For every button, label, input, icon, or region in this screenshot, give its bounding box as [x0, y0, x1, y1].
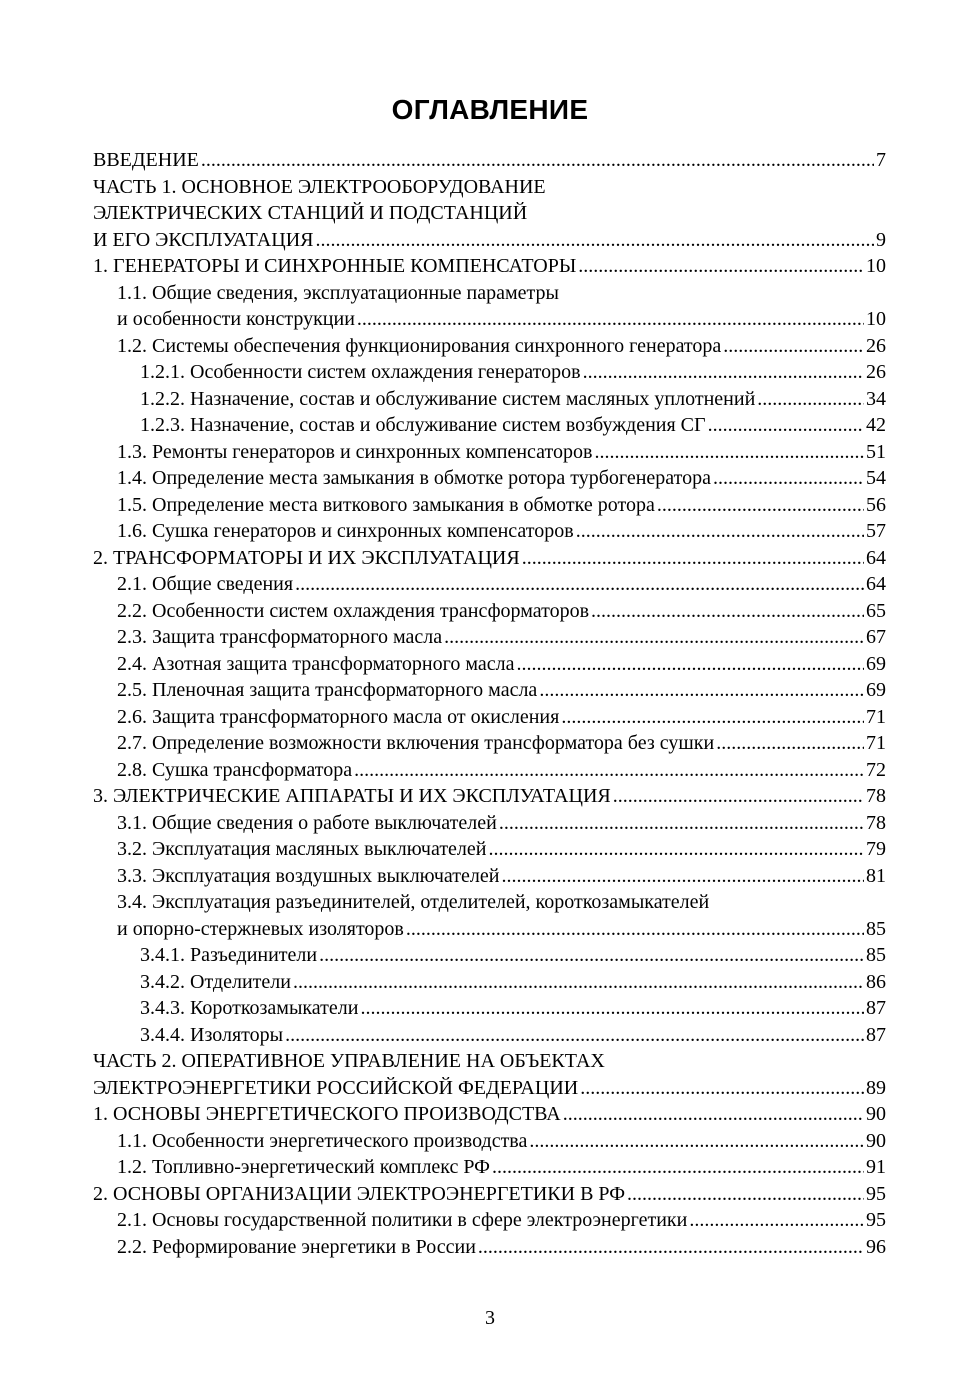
toc-entry-title: 2.7. Определение возможности включения трансформатора без сушки: [117, 732, 715, 754]
toc-entry-title: ЭЛЕКТРИЧЕСКИХ СТАНЦИЙ И ПОДСТАНЦИЙ: [93, 202, 528, 224]
toc-entry-page: 91: [866, 1156, 886, 1178]
toc-entry-page: 96: [866, 1235, 886, 1258]
toc-entry[interactable]: [93, 518, 886, 545]
dot-leader: [293, 969, 864, 996]
toc-entry-title: 1.2.3. Назначение, состав и обслуживание систем возбуждения СГ: [140, 414, 706, 436]
toc-line: [93, 280, 886, 307]
toc-line: [93, 810, 886, 837]
toc-entry[interactable]: [93, 1154, 886, 1181]
dot-leader: [516, 651, 864, 678]
dot-leader: [563, 1101, 864, 1128]
toc-line: [93, 306, 886, 333]
dot-leader: [444, 624, 864, 651]
dot-leader: [501, 863, 864, 890]
dot-leader: [201, 147, 874, 174]
toc-entry[interactable]: [93, 836, 886, 863]
dot-leader: [492, 1154, 864, 1181]
dot-leader: [594, 439, 864, 466]
toc-line: [93, 598, 886, 625]
toc-line: [93, 174, 886, 201]
toc-entry-title: 2.6. Защита трансформаторного масла от окисления: [117, 705, 560, 728]
toc-line: [93, 704, 886, 731]
toc-entry-page: 71: [866, 732, 886, 754]
toc-entry-title: 3.4. Эксплуатация разъединителей, отделителей, короткозамыкателей: [117, 891, 710, 913]
toc-entry-title: ЭЛЕКТРОЭНЕРГЕТИКИ РОССИЙСКОЙ ФЕДЕРАЦИИ: [93, 1076, 579, 1099]
toc-entry-page: 26: [866, 361, 886, 383]
toc-entry-title: и особенности конструкции: [117, 308, 355, 330]
toc-entry[interactable]: [93, 412, 886, 439]
toc-entry-title: ВВЕДЕНИЕ: [93, 149, 199, 171]
toc-entry[interactable]: [93, 1207, 886, 1234]
toc-line: [93, 969, 886, 996]
toc-entry[interactable]: [93, 147, 886, 174]
dot-leader: [360, 995, 864, 1022]
toc-entry-page: 7: [876, 149, 886, 171]
toc-entry-title: 3.4.3. Короткозамыкатели: [140, 997, 359, 1019]
toc-entry-title: ЧАСТЬ 2. ОПЕРАТИВНОЕ УПРАВЛЕНИЕ НА ОБЪЕКТАХ: [93, 1050, 605, 1072]
toc-entry-page: 9: [876, 228, 886, 251]
toc-entry[interactable]: [93, 810, 886, 837]
toc-entry-title: 1.1. Общие сведения, эксплуатационные параметры: [117, 281, 559, 304]
toc-entry[interactable]: [93, 942, 886, 969]
dot-leader: [499, 810, 864, 837]
toc-entry-title: 1.1. Особенности энергетического производства: [117, 1129, 528, 1152]
toc-entry-page: 90: [866, 1103, 886, 1125]
toc-line: [93, 1075, 886, 1102]
toc-entry-page: 64: [866, 573, 886, 595]
toc-entry-title: 1.6. Сушка генераторов и синхронных компенсаторов: [117, 520, 574, 542]
toc-line: [93, 677, 886, 704]
toc-entry-title: 3.4.1. Разъединители: [140, 944, 318, 966]
toc-entry[interactable]: [93, 757, 886, 784]
toc-line: [93, 1101, 886, 1128]
dot-leader: [529, 1128, 864, 1155]
page-number: 3: [485, 1307, 495, 1329]
toc-entry-page: 67: [866, 626, 886, 648]
toc-line: [93, 333, 886, 360]
toc-entry-title: 3. ЭЛЕКТРИЧЕСКИЕ АППАРАТЫ И ИХ ЭКСПЛУАТАЦИЯ: [93, 785, 611, 807]
toc-line: [93, 942, 886, 969]
toc-entry[interactable]: [93, 783, 886, 810]
dot-leader: [627, 1181, 864, 1208]
dot-leader: [716, 730, 864, 757]
toc-line: [93, 545, 886, 572]
toc-entry-page: 81: [866, 864, 886, 887]
toc-entry[interactable]: [93, 598, 886, 625]
toc-entry-title: и опорно-стержневых изоляторов: [117, 917, 404, 940]
dot-leader: [689, 1207, 864, 1234]
dot-leader: [713, 465, 864, 492]
dot-leader: [580, 1075, 864, 1102]
dot-leader: [539, 677, 864, 704]
toc-line: [93, 916, 886, 943]
toc-entry-title: 2.4. Азотная защита трансформаторного масла: [117, 652, 515, 675]
toc-entry[interactable]: [93, 174, 886, 254]
toc-entry-title: 1.4. Определение места замыкания в обмотке ротора турбогенератора: [117, 467, 711, 489]
toc-entry[interactable]: [93, 995, 886, 1022]
toc-entry-title: ЧАСТЬ 1. ОСНОВНОЕ ЭЛЕКТРООБОРУДОВАНИЕ: [93, 175, 546, 198]
toc-entry-page: 87: [866, 1023, 886, 1046]
toc-entry[interactable]: [93, 386, 886, 413]
toc-entry-page: 34: [866, 387, 886, 410]
toc-line: [93, 1128, 886, 1155]
toc-entry-page: 71: [866, 705, 886, 728]
toc-entry[interactable]: [93, 863, 886, 890]
dot-leader: [285, 1022, 864, 1049]
table-of-contents: [93, 147, 886, 1260]
dot-leader: [406, 916, 864, 943]
toc-entry[interactable]: [93, 889, 886, 942]
toc-entry-title: 1.3. Ремонты генераторов и синхронных компенсаторов: [117, 440, 593, 463]
dot-leader: [478, 1234, 864, 1261]
toc-entry[interactable]: [93, 730, 886, 757]
toc-line: [93, 863, 886, 890]
toc-entry[interactable]: [93, 1022, 886, 1049]
toc-entry-title: 1.2. Топливно-энергетический комплекс РФ: [117, 1156, 490, 1178]
toc-entry-title: 2.3. Защита трансформаторного масла: [117, 626, 443, 648]
toc-line: [93, 730, 886, 757]
toc-line: [93, 200, 886, 227]
toc-entry-title: 2.2. Реформирование энергетики в России: [117, 1235, 476, 1258]
toc-entry-title: 2. ТРАНСФОРМАТОРЫ И ИХ ЭКСПЛУАТАЦИЯ: [93, 546, 520, 569]
dot-leader: [576, 518, 864, 545]
toc-entry[interactable]: [93, 969, 886, 996]
toc-entry-page: 64: [866, 546, 886, 569]
toc-entry[interactable]: [93, 280, 886, 333]
toc-entry-title: 1. ГЕНЕРАТОРЫ И СИНХРОННЫЕ КОМПЕНСАТОРЫ: [93, 255, 577, 277]
toc-entry-page: 57: [866, 520, 886, 542]
toc-entry-title: 2. ОСНОВЫ ОРГАНИЗАЦИИ ЭЛЕКТРОЭНЕРГЕТИКИ В РФ: [93, 1182, 625, 1205]
toc-entry[interactable]: [93, 651, 886, 678]
toc-entry[interactable]: [93, 333, 886, 360]
toc-line: [93, 624, 886, 651]
toc-entry[interactable]: [93, 492, 886, 519]
toc-entry-title: 1. ОСНОВЫ ЭНЕРГЕТИЧЕСКОГО ПРОИЗВОДСТВА: [93, 1103, 561, 1125]
dot-leader: [591, 598, 864, 625]
toc-entry-page: 26: [866, 334, 886, 357]
toc-entry-title: И ЕГО ЭКСПЛУАТАЦИЯ: [93, 228, 314, 251]
dot-leader: [295, 571, 864, 598]
toc-entry-page: 54: [866, 467, 886, 489]
dot-leader: [319, 942, 864, 969]
toc-line: [93, 995, 886, 1022]
toc-line: [93, 757, 886, 784]
dot-leader: [315, 227, 874, 254]
toc-entry[interactable]: [93, 1101, 886, 1128]
toc-entry[interactable]: [93, 704, 886, 731]
dot-leader: [578, 253, 864, 280]
toc-entry[interactable]: [93, 624, 886, 651]
toc-entry-page: 10: [866, 308, 886, 330]
toc-entry[interactable]: [93, 1234, 886, 1261]
toc-line: [93, 492, 886, 519]
toc-entry-page: 69: [866, 652, 886, 675]
toc-line: [93, 227, 886, 254]
toc-entry-page: 85: [866, 917, 886, 940]
toc-line: [93, 783, 886, 810]
toc-entry[interactable]: [93, 571, 886, 598]
dot-leader: [657, 492, 864, 519]
toc-line: [93, 1154, 886, 1181]
toc-entry-title: 1.2.2. Назначение, состав и обслуживание систем масляных уплотнений: [140, 387, 756, 410]
toc-line: [93, 651, 886, 678]
toc-entry[interactable]: [93, 1128, 886, 1155]
toc-line: [93, 1022, 886, 1049]
toc-entry[interactable]: [93, 545, 886, 572]
toc-line: [93, 1181, 886, 1208]
dot-leader: [522, 545, 864, 572]
toc-entry[interactable]: [93, 439, 886, 466]
toc-entry-page: 78: [866, 785, 886, 807]
toc-entry-title: 2.1. Основы государственной политики в сфере электроэнергетики: [117, 1209, 688, 1231]
toc-line: [93, 147, 886, 174]
toc-line: [93, 836, 886, 863]
toc-entry-page: 86: [866, 970, 886, 993]
toc-entry-page: 79: [866, 838, 886, 860]
dot-leader: [561, 704, 864, 731]
toc-entry-page: 95: [866, 1182, 886, 1205]
dot-leader: [583, 359, 864, 386]
toc-entry[interactable]: [93, 359, 886, 386]
dot-leader: [613, 783, 864, 810]
dot-leader: [489, 836, 865, 863]
toc-line: [93, 1048, 886, 1075]
toc-line: [93, 386, 886, 413]
toc-entry-title: 2.8. Сушка трансформатора: [117, 758, 353, 781]
toc-entry[interactable]: [93, 253, 886, 280]
toc-entry-page: 56: [866, 493, 886, 516]
toc-entry-page: 95: [866, 1209, 886, 1231]
toc-entry[interactable]: [93, 465, 886, 492]
toc-entry-title: 2.5. Пленочная защита трансформаторного масла: [117, 679, 538, 701]
toc-entry-title: 1.2. Системы обеспечения функционирования синхронного генератора: [117, 334, 722, 357]
toc-line: [93, 412, 886, 439]
toc-line: [93, 253, 886, 280]
toc-line: [93, 439, 886, 466]
toc-entry[interactable]: [93, 1048, 886, 1101]
toc-entry-title: 1.2.1. Особенности систем охлаждения генераторов: [140, 361, 581, 383]
toc-line: [93, 889, 886, 916]
toc-entry-page: 89: [866, 1076, 886, 1099]
toc-entry-title: 2.1. Общие сведения: [117, 573, 294, 595]
toc-line: [93, 1234, 886, 1261]
toc-line: [93, 518, 886, 545]
toc-line: [93, 571, 886, 598]
dot-leader: [723, 333, 864, 360]
toc-entry-title: 3.4.4. Изоляторы: [140, 1023, 284, 1046]
toc-entry-title: 2.2. Особенности систем охлаждения трансформаторов: [117, 599, 590, 622]
dot-leader: [357, 306, 864, 333]
toc-entry-page: 87: [866, 997, 886, 1019]
toc-line: [93, 465, 886, 492]
dot-leader: [757, 386, 864, 413]
toc-line: [93, 359, 886, 386]
toc-entry-page: 65: [866, 599, 886, 622]
toc-entry-page: 42: [866, 414, 886, 436]
toc-entry-title: 3.2. Эксплуатация масляных выключателей: [117, 838, 487, 860]
toc-entry-page: 90: [866, 1129, 886, 1152]
toc-entry-page: 10: [866, 255, 886, 277]
toc-entry-page: 85: [866, 944, 886, 966]
toc-entry-title: 3.4.2. Отделители: [140, 970, 291, 993]
toc-entry-page: 69: [866, 679, 886, 701]
dot-leader: [708, 412, 864, 439]
toc-entry-title: 1.5. Определение места виткового замыкания в обмотке ротора: [117, 493, 655, 516]
toc-entry-title: 3.1. Общие сведения о работе выключателей: [117, 811, 497, 834]
toc-entry[interactable]: [93, 677, 886, 704]
toc-entry[interactable]: [93, 1181, 886, 1208]
dot-leader: [354, 757, 864, 784]
toc-line: [93, 1207, 886, 1234]
toc-entry-page: 72: [866, 758, 886, 781]
toc-entry-title: 3.3. Эксплуатация воздушных выключателей: [117, 864, 500, 887]
toc-entry-page: 78: [866, 811, 886, 834]
toc-entry-page: 51: [866, 440, 886, 463]
page-title: ОГЛАВЛЕНИЕ: [391, 94, 589, 125]
